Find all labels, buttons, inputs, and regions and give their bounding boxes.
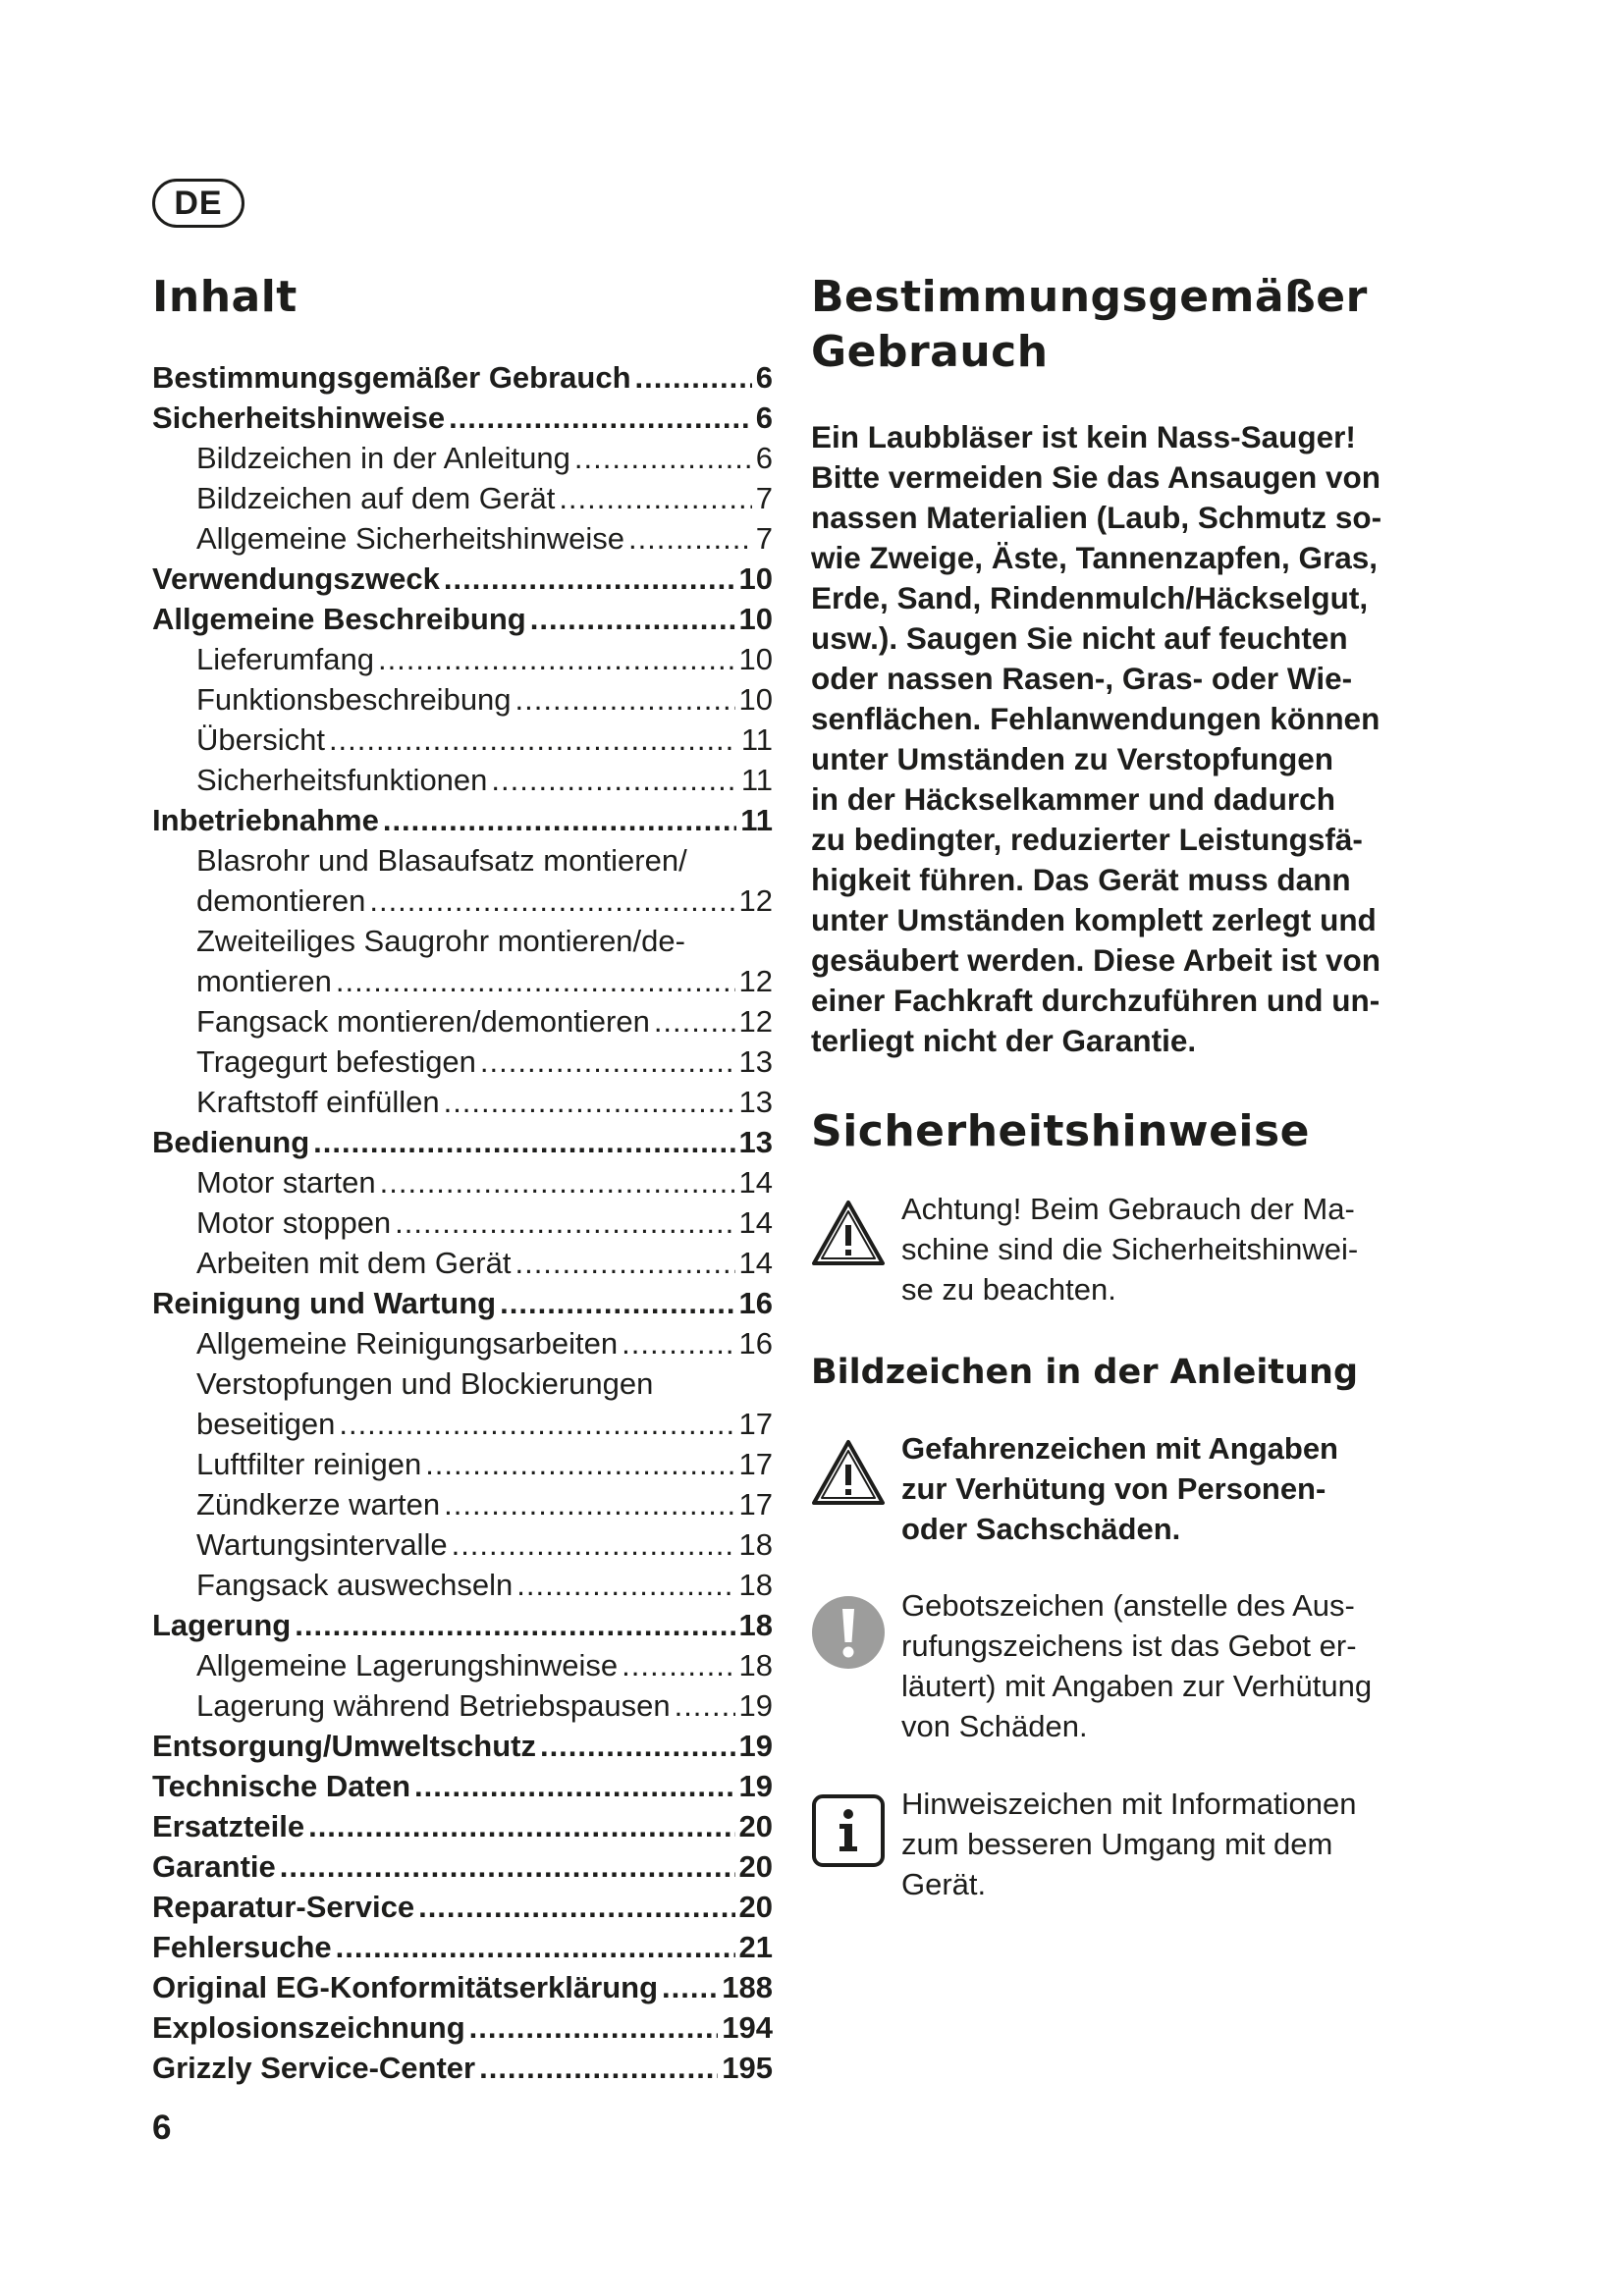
text-line: Erde, Sand, Rindenmulch/Häckselgut,	[811, 580, 1369, 615]
toc-entry-page: 7	[755, 481, 773, 515]
toc-leader-dots	[540, 1726, 735, 1766]
toc-entry-label: Sicherheitshinweise	[152, 400, 446, 435]
toc-entry-main	[152, 559, 773, 599]
toc-leader-dots	[469, 2007, 719, 2048]
toc-entry-sub	[152, 478, 773, 518]
toc-entry-sub	[152, 438, 773, 478]
toc-leader-dots	[514, 1243, 734, 1283]
toc-entry-main	[152, 2048, 773, 2088]
toc-entry-label: beseitigen	[196, 1407, 336, 1441]
text-line: Gebotszeichen (anstelle des Aus-	[901, 1588, 1355, 1623]
toc-entry-label: Zündkerze warten	[196, 1487, 441, 1522]
toc-entry-page: 18	[738, 1527, 773, 1562]
toc-entry-page: 14	[738, 1246, 773, 1280]
warning-triangle-icon	[811, 1438, 892, 1512]
toc-leader-dots	[383, 800, 736, 840]
toc-entry-sub	[152, 1524, 773, 1565]
toc-entry-page: 20	[738, 1809, 773, 1843]
content-column	[811, 270, 1439, 1904]
toc-entry-main	[152, 1927, 773, 1967]
toc-leader-dots	[491, 760, 736, 800]
intended-use-title-line2: Gebrauch	[811, 327, 1049, 377]
toc-entry-label: Funktionsbeschreibung	[196, 682, 512, 717]
toc-entry-sub	[152, 881, 773, 921]
toc-entry-label: Blasrohr und Blasaufsatz montieren/	[196, 843, 687, 878]
toc-entry-sub	[152, 1243, 773, 1283]
toc-leader-dots	[500, 1283, 734, 1323]
toc-entry-label: Lieferumfang	[196, 642, 374, 676]
toc-entry-label: Sicherheitsfunktionen	[196, 763, 488, 797]
toc-entry-main	[152, 1726, 773, 1766]
text-line: oder Sachschäden.	[901, 1512, 1181, 1546]
toc-leader-dots	[425, 1444, 734, 1484]
toc-entry-label: Ersatzteile	[152, 1809, 305, 1843]
toc-entry-label: Reparatur-Service	[152, 1890, 415, 1924]
safety-warning-text	[892, 1189, 1439, 1309]
text-line: zu bedingter, reduzierter Leistungsfä-	[811, 822, 1363, 857]
toc-entry-page: 12	[738, 964, 773, 998]
toc-title: Inhalt	[152, 272, 298, 322]
hazard-symbol-notice	[811, 1428, 1439, 1549]
toc-entry-page: 13	[738, 1044, 773, 1079]
toc-entry-page: 12	[738, 1004, 773, 1039]
toc-entry-label: Technische Daten	[152, 1769, 411, 1803]
toc-leader-dots	[622, 1323, 734, 1363]
toc-entry-sub	[152, 1363, 773, 1404]
toc-entry-main	[152, 1887, 773, 1927]
toc-entry-label: Reinigung und Wartung	[152, 1286, 497, 1320]
toc-leader-dots	[559, 478, 751, 518]
toc-entry-label: Original EG-Konformitätserklärung	[152, 1970, 659, 2004]
safety-warning-notice	[811, 1189, 1439, 1309]
table-of-contents	[152, 270, 773, 2088]
text-line: terliegt nicht der Garantie.	[811, 1023, 1197, 1058]
toc-entry-page: 18	[738, 1608, 773, 1642]
text-line: von Schäden.	[901, 1709, 1088, 1743]
toc-entry-page: 21	[738, 1930, 773, 1964]
info-icon	[811, 1793, 892, 1873]
toc-entry-page: 188	[722, 1970, 773, 2004]
toc-entry-page: 19	[738, 1688, 773, 1723]
toc-entry-page: 12	[738, 883, 773, 918]
toc-entry-page: 13	[738, 1085, 773, 1119]
toc-leader-dots	[378, 639, 735, 679]
toc-leader-dots	[654, 1001, 735, 1041]
toc-entry-main	[152, 1846, 773, 1887]
toc-leader-dots	[516, 1565, 734, 1605]
toc-entry-page: 10	[738, 602, 773, 636]
toc-leader-dots	[308, 1806, 734, 1846]
toc-entry-main	[152, 1283, 773, 1323]
toc-entry-page: 10	[738, 642, 773, 676]
toc-entry-label: Allgemeine Reinigungsarbeiten	[196, 1326, 619, 1361]
toc-entry-sub	[152, 840, 773, 881]
toc-entry-sub	[152, 1082, 773, 1122]
toc-entry-page: 14	[738, 1165, 773, 1200]
toc-entry-label: Bestimmungsgemäßer Gebrauch	[152, 360, 631, 395]
toc-entry-label: Lagerung während Betriebspausen	[196, 1688, 671, 1723]
toc-leader-dots	[444, 1484, 734, 1524]
toc-entry-label: Fangsack montieren/demontieren	[196, 1004, 650, 1039]
intended-use-text	[811, 417, 1439, 1061]
toc-entry-page: 7	[755, 521, 773, 556]
text-line: wie Zweige, Äste, Tannenzapfen, Gras,	[811, 540, 1379, 575]
toc-leader-dots	[295, 1605, 734, 1645]
toc-entry-main	[152, 599, 773, 639]
toc-entry-label: Fehlersuche	[152, 1930, 332, 1964]
toc-leader-dots	[479, 2048, 718, 2088]
text-line: unter Umständen komplett zerlegt und	[811, 902, 1377, 937]
toc-leader-dots	[336, 1927, 735, 1967]
toc-entry-page: 6	[755, 360, 773, 395]
toc-leader-dots	[444, 1082, 735, 1122]
text-line: nassen Materialien (Laub, Schmutz so-	[811, 500, 1382, 535]
info-symbol-text	[892, 1784, 1439, 1904]
toc-entry-label: Allgemeine Lagerungshinweise	[196, 1648, 619, 1682]
toc-entry-main	[152, 398, 773, 438]
toc-leader-dots	[452, 1524, 735, 1565]
page-number: 6	[152, 2109, 172, 2147]
toc-entry-page: 195	[722, 2051, 773, 2085]
text-line: zum besseren Umgang mit dem	[901, 1827, 1333, 1861]
hazard-symbol-text	[892, 1428, 1439, 1549]
text-line: usw.). Saugen Sie nicht auf feuchten	[811, 620, 1348, 656]
info-symbol-notice	[811, 1784, 1439, 1904]
text-line: unter Umständen zu Verstopfungen	[811, 741, 1334, 776]
toc-entry-sub	[152, 1685, 773, 1726]
toc-entry-label: Grizzly Service-Center	[152, 2051, 476, 2085]
text-line: einer Fachkraft durchzuführen und un-	[811, 983, 1380, 1018]
toc-entry-page: 20	[738, 1890, 773, 1924]
text-line: gesäubert werden. Diese Arbeit ist von	[811, 942, 1380, 978]
toc-entry-page: 6	[755, 441, 773, 475]
toc-leader-dots	[675, 1685, 735, 1726]
language-badge: DE	[152, 179, 244, 228]
toc-entry-sub	[152, 760, 773, 800]
toc-entry-page: 11	[740, 763, 773, 797]
toc-entry-main	[152, 1605, 773, 1645]
toc-entry-main	[152, 1122, 773, 1162]
text-line: Bitte vermeiden Sie das Ansaugen von	[811, 459, 1380, 495]
toc-leader-dots	[369, 881, 734, 921]
toc-entry-page: 17	[738, 1407, 773, 1441]
toc-entry-page: 6	[755, 400, 773, 435]
toc-entry-label: Wartungsintervalle	[196, 1527, 448, 1562]
toc-entry-label: montieren	[196, 964, 332, 998]
intended-use-title	[811, 270, 1439, 380]
toc-entry-label: Verstopfungen und Blockierungen	[196, 1366, 654, 1401]
toc-entry-sub	[152, 1162, 773, 1202]
toc-leader-dots	[336, 961, 735, 1001]
mandatory-symbol-text	[892, 1585, 1439, 1746]
text-line: schine sind die Sicherheitshinwei-	[901, 1232, 1359, 1266]
toc-entry-label: Zweiteiliges Saugrohr montieren/de-	[196, 924, 685, 958]
toc-entry-sub	[152, 1404, 773, 1444]
toc-entry-page: 20	[738, 1849, 773, 1884]
toc-leader-dots	[444, 559, 735, 599]
toc-entry-sub	[152, 720, 773, 760]
toc-entry-label: Arbeiten mit dem Gerät	[196, 1246, 512, 1280]
intended-use-title-line1: Bestimmungsgemäßer	[811, 272, 1368, 322]
toc-leader-dots	[574, 438, 752, 478]
toc-entry-page: 19	[738, 1769, 773, 1803]
toc-entry-page: 16	[738, 1286, 773, 1320]
toc-entry-label: Explosionszeichnung	[152, 2010, 465, 2045]
toc-entry-label: Allgemeine Sicherheitshinweise	[196, 521, 624, 556]
toc-leader-dots	[313, 1122, 734, 1162]
toc-entry-sub	[152, 679, 773, 720]
toc-leader-dots	[329, 720, 737, 760]
toc-entry-sub	[152, 1645, 773, 1685]
text-line: Hinweiszeichen mit Informationen	[901, 1787, 1357, 1821]
toc-entry-sub	[152, 1001, 773, 1041]
toc-entry-page: 13	[738, 1125, 773, 1159]
toc-entry-page: 16	[738, 1326, 773, 1361]
toc-entry-page: 14	[738, 1205, 773, 1240]
toc-entry-label: Motor stoppen	[196, 1205, 392, 1240]
toc-entry-page: 17	[738, 1447, 773, 1481]
toc-entry-sub	[152, 921, 773, 961]
toc-leader-dots	[414, 1766, 735, 1806]
toc-leader-dots	[530, 599, 735, 639]
toc-entry-page: 194	[722, 2010, 773, 2045]
toc-entry-label: Fangsack auswechseln	[196, 1568, 514, 1602]
toc-leader-dots	[395, 1202, 734, 1243]
toc-list	[152, 357, 773, 2088]
symbols-title: Bildzeichen in der Anleitung	[811, 1353, 1359, 1392]
toc-entry-label: Bedienung	[152, 1125, 310, 1159]
toc-entry-sub	[152, 1202, 773, 1243]
toc-leader-dots	[418, 1887, 734, 1927]
toc-leader-dots	[280, 1846, 735, 1887]
toc-leader-dots	[662, 1967, 718, 2007]
warning-triangle-icon	[811, 1199, 892, 1272]
mandatory-exclamation-icon	[811, 1595, 892, 1675]
toc-entry-page: 10	[738, 561, 773, 596]
safety-title: Sicherheitshinweise	[811, 1106, 1311, 1156]
toc-entry-label: Übersicht	[196, 722, 325, 757]
toc-entry-label: demontieren	[196, 883, 366, 918]
toc-entry-sub	[152, 639, 773, 679]
text-line: Gerät.	[901, 1867, 987, 1901]
toc-leader-dots	[515, 679, 735, 720]
toc-entry-label: Bildzeichen in der Anleitung	[196, 441, 570, 475]
toc-entry-label: Bildzeichen auf dem Gerät	[196, 481, 556, 515]
toc-entry-label: Kraftstoff einfüllen	[196, 1085, 440, 1119]
toc-entry-sub	[152, 1444, 773, 1484]
toc-entry-sub	[152, 518, 773, 559]
toc-entry-page: 18	[738, 1568, 773, 1602]
toc-entry-page: 18	[738, 1648, 773, 1682]
toc-entry-sub	[152, 961, 773, 1001]
toc-leader-dots	[635, 357, 752, 398]
toc-entry-main	[152, 1806, 773, 1846]
text-line: rufungszeichens ist das Gebot er-	[901, 1629, 1357, 1663]
toc-entry-label: Inbetriebnahme	[152, 803, 379, 837]
text-line: Gefahrenzeichen mit Angaben	[901, 1431, 1338, 1466]
toc-entry-main	[152, 800, 773, 840]
toc-entry-label: Tragegurt befestigen	[196, 1044, 476, 1079]
toc-entry-label: Verwendungszweck	[152, 561, 440, 596]
text-line: läutert) mit Angaben zur Verhütung	[901, 1669, 1373, 1703]
toc-entry-page: 11	[740, 803, 773, 837]
toc-entry-label: Entsorgung/Umweltschutz	[152, 1729, 536, 1763]
toc-leader-dots	[339, 1404, 734, 1444]
toc-leader-dots	[622, 1645, 734, 1685]
toc-leader-dots	[628, 518, 752, 559]
toc-leader-dots	[380, 1162, 735, 1202]
toc-entry-label: Luftfilter reinigen	[196, 1447, 422, 1481]
toc-entry-main	[152, 2007, 773, 2048]
toc-entry-main	[152, 1967, 773, 2007]
toc-entry-sub	[152, 1565, 773, 1605]
toc-entry-label: Motor starten	[196, 1165, 376, 1200]
toc-entry-label: Allgemeine Beschreibung	[152, 602, 526, 636]
text-line: zur Verhütung von Personen-	[901, 1471, 1326, 1506]
toc-leader-dots	[480, 1041, 735, 1082]
toc-entry-sub	[152, 1484, 773, 1524]
toc-entry-sub	[152, 1041, 773, 1082]
toc-entry-main	[152, 1766, 773, 1806]
toc-entry-main	[152, 357, 773, 398]
toc-entry-page: 17	[738, 1487, 773, 1522]
mandatory-symbol-notice	[811, 1585, 1439, 1746]
text-line: Achtung! Beim Gebrauch der Ma-	[901, 1192, 1355, 1226]
text-line: in der Häckselkammer und dadurch	[811, 781, 1335, 817]
toc-entry-sub	[152, 1323, 773, 1363]
toc-entry-label: Lagerung	[152, 1608, 292, 1642]
toc-entry-page: 11	[740, 722, 773, 757]
text-line: oder nassen Rasen-, Gras- oder Wie-	[811, 661, 1353, 696]
toc-entry-page: 19	[738, 1729, 773, 1763]
toc-entry-page: 10	[738, 682, 773, 717]
text-line: higkeit führen. Das Gerät muss dann	[811, 862, 1351, 897]
text-line: Ein Laubbläser ist kein Nass-Sauger!	[811, 419, 1356, 454]
text-line: se zu beachten.	[901, 1272, 1116, 1307]
text-line: senflächen. Fehlanwendungen können	[811, 701, 1380, 736]
toc-leader-dots	[449, 398, 752, 438]
toc-entry-label: Garantie	[152, 1849, 276, 1884]
